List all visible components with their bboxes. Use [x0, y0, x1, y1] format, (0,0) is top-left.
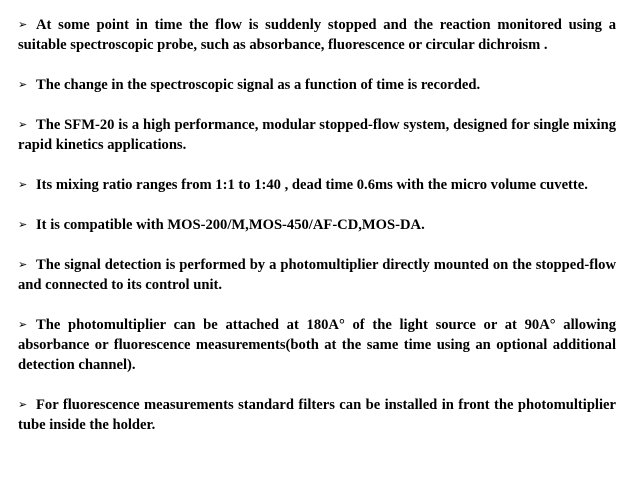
- bullet-text: The SFM-20 is a high performance, modular stopped-flow system, designed for single mixing rapid kinetics applications.: [18, 117, 616, 153]
- bullet-item: [18, 75, 616, 95]
- bullet-item: [18, 15, 616, 55]
- bullet-text: It is compatible with MOS-200/M,MOS-450/AF-CD,MOS-DA.: [36, 217, 425, 233]
- arrow-bullet-icon: ➢: [18, 258, 28, 271]
- bullet-item: [18, 215, 616, 235]
- arrow-bullet-icon: ➢: [18, 118, 28, 131]
- arrow-bullet-icon: ➢: [18, 78, 28, 91]
- arrow-bullet-icon: ➢: [18, 178, 28, 191]
- bullet-text: The photomultiplier can be attached at 180A° of the light source or at 90A° allowing absorbance or fluorescence measurements(both at the same time using an optional additional detection channel).: [18, 317, 616, 373]
- bullet-item: [18, 315, 616, 375]
- arrow-bullet-icon: ➢: [18, 218, 28, 231]
- bullet-text: At some point in time the flow is suddenly stopped and the reaction monitored using a suitable spectroscopic probe, such as absorbance, fluorescence or circular dichroism .: [18, 17, 616, 53]
- bullet-text: The signal detection is performed by a photomultiplier directly mounted on the stopped-flow and connected to its control unit.: [18, 257, 616, 293]
- arrow-bullet-icon: ➢: [18, 18, 28, 31]
- bullet-text: The change in the spectroscopic signal as a function of time is recorded.: [36, 77, 481, 93]
- slide-content: [18, 15, 616, 455]
- bullet-item: [18, 395, 616, 435]
- arrow-bullet-icon: ➢: [18, 318, 28, 331]
- bullet-item: [18, 175, 616, 195]
- bullet-item: [18, 115, 616, 155]
- bullet-text: For fluorescence measurements standard filters can be installed in front the photomultiplier tube inside the holder.: [18, 397, 616, 433]
- arrow-bullet-icon: ➢: [18, 398, 28, 411]
- bullet-text: Its mixing ratio ranges from 1:1 to 1:40 , dead time 0.6ms with the micro volume cuvette.: [36, 177, 588, 193]
- bullet-item: [18, 255, 616, 295]
